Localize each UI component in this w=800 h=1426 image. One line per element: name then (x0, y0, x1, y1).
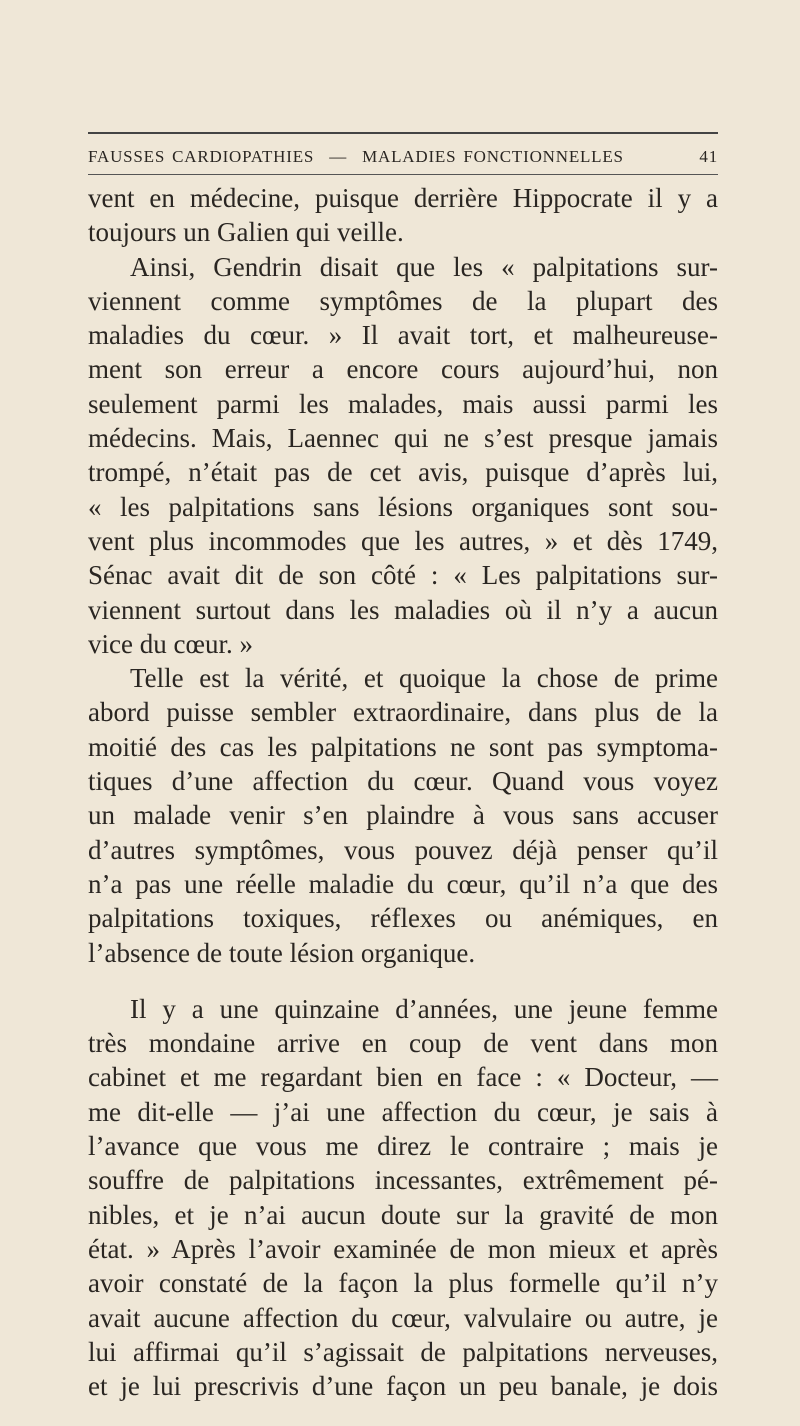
text-line: avoir constaté de la façon la plus formelle qu’il n’y (88, 1268, 718, 1299)
text-line: vent en médecine, puisque derrière Hippocrate il y a (88, 183, 718, 213)
text-line: souffre de palpitations incessantes, extrêmement pé- (88, 1165, 718, 1196)
text-line: avait aucune affection du cœur, valvulaire ou autre, je (88, 1302, 718, 1333)
text-line: l’absence de toute lésion organique. (88, 937, 476, 968)
header-separator: — (329, 147, 348, 166)
header-rule (88, 174, 718, 175)
text-line: Sénac avait dit de son côté : « Les palpitations sur- (88, 560, 718, 591)
text-line: et je lui prescrivis d’une façon un peu banale, je dois (88, 1371, 718, 1402)
text-line: état. » Après l’avoir examinée de mon mieux et après (88, 1233, 718, 1264)
text-line: n’a pas une réelle maladie du cœur, qu’il n’a que des (88, 868, 718, 899)
text-line: nibles, et je n’ai aucun doute sur la gravité de mon (88, 1199, 718, 1230)
text-line: vice du cœur. » (88, 628, 253, 659)
text-line: seulement parmi les malades, mais aussi parmi les (88, 388, 718, 419)
text-line: ment son erreur a encore cours aujourd’hui, non (88, 354, 718, 385)
text-line: d’autres symptômes, vous pouvez déjà penser qu’il (88, 834, 718, 865)
page-number: 41 (699, 147, 718, 166)
text-line: très mondaine arrive en coup de vent dans mon (88, 1028, 718, 1059)
text-line: l’avance que vous me direz le contraire ; mais je (88, 1131, 718, 1162)
header-title-left: FAUSSES CARDIOPATHIES (88, 147, 315, 166)
text-line: trompé, n’était pas de cet avis, puisque d’après lui, (88, 457, 718, 488)
text-line: Ainsi, Gendrin disait que les « palpitations sur- (130, 251, 718, 282)
text-line: abord puisse sembler extraordinaire, dans plus de la (88, 697, 718, 728)
text-line: vent plus incommodes que les autres, » et dès 1749, (88, 525, 718, 556)
text-line: maladies du cœur. » Il avait tort, et malheureuse- (88, 320, 718, 351)
text-line: un malade venir s’en plaindre à vous sans accuser (88, 800, 718, 831)
text-line: viennent surtout dans les maladies où il n’y a aucun (88, 594, 718, 625)
top-rule (88, 132, 718, 134)
text-line: tiques d’une affection du cœur. Quand vous voyez (88, 766, 718, 797)
header-title-right: MALADIES FONCTIONNELLES (362, 147, 624, 166)
text-line: Telle est la vérité, et quoique la chose de prime (130, 663, 718, 694)
text-line: palpitations toxiques, réflexes ou anémiques, en (88, 903, 718, 934)
running-header (88, 147, 718, 167)
header-left (88, 147, 624, 167)
text-line: médecins. Mais, Laennec qui ne s’est presque jamais (88, 423, 718, 454)
text-line: « les palpitations sans lésions organiques sont sou- (88, 491, 718, 522)
text-line: viennent comme symptômes de la plupart des (88, 285, 718, 316)
text-line: Il y a une quinzaine d’années, une jeune femme (130, 993, 718, 1024)
text-line: toujours un Galien qui veille. (88, 217, 404, 248)
text-line: me dit-elle — j’ai une affection du cœur, je sais à (88, 1096, 718, 1127)
text-line: cabinet et me regardant bien en face : « Docteur, — (88, 1062, 718, 1093)
text-line: moitié des cas les palpitations ne sont pas symptoma- (88, 731, 718, 762)
text-line: lui affirmai qu’il s’agissait de palpitations nerveuses, (88, 1336, 718, 1367)
body-text (88, 181, 718, 1403)
